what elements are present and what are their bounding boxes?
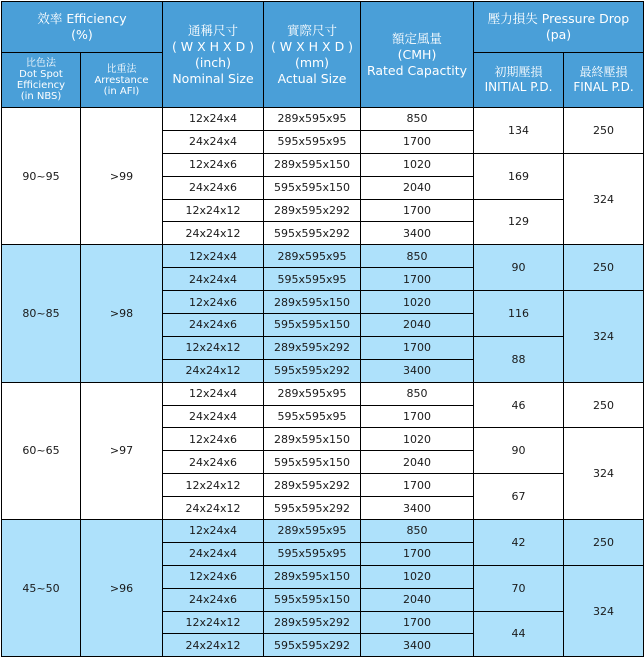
arrestance-header <box>81 53 163 108</box>
final-pd-cell: 324 <box>564 153 644 245</box>
efficiency-cell: 80~85 <box>2 245 81 382</box>
rated-capacity-cell: 1700 <box>361 199 474 222</box>
actual-size-cell: 595x595x292 <box>264 497 361 520</box>
rated-header-line: Rated Capactity <box>366 62 468 78</box>
initial-pd-cell: 134 <box>474 108 564 154</box>
rated-capacity-cell: 850 <box>361 520 474 543</box>
actual-size-cell: 289x595x95 <box>264 520 361 543</box>
final-pd-cell: 250 <box>564 108 644 154</box>
initial-header-line: 初期壓損 <box>494 65 543 79</box>
nominal-size-cell: 24x24x6 <box>163 588 264 611</box>
pressure-header-unit: (pa) <box>545 27 572 42</box>
actual-size-cell: 289x595x150 <box>264 428 361 451</box>
nominal-size-cell: 24x24x4 <box>163 542 264 565</box>
dot-spot-header-line: Dot Spot <box>19 69 63 80</box>
nominal-size-cell: 12x24x12 <box>163 611 264 634</box>
initial-pd-header <box>474 53 564 108</box>
table-header <box>2 2 644 108</box>
nominal-size-cell: 12x24x6 <box>163 428 264 451</box>
nominal-header-line: ( W X H X D ) <box>171 38 255 54</box>
rated-capacity-cell: 1700 <box>361 611 474 634</box>
actual-header-line: (mm) <box>294 54 330 70</box>
rated-capacity-cell: 1700 <box>361 268 474 291</box>
initial-pd-cell: 90 <box>474 245 564 291</box>
arrestance-cell: >98 <box>81 245 163 382</box>
actual-size-cell: 595x595x150 <box>264 314 361 337</box>
final-pd-cell: 250 <box>564 245 644 291</box>
efficiency-group <box>2 245 644 382</box>
nominal-size-cell: 24x24x4 <box>163 268 264 291</box>
actual-size-header <box>264 2 361 108</box>
actual-size-cell: 289x595x150 <box>264 153 361 176</box>
rated-capacity-cell: 1700 <box>361 130 474 153</box>
rated-capacity-cell: 2040 <box>361 314 474 337</box>
nominal-header-line: Nominal Size <box>172 70 254 86</box>
rated-capacity-cell: 850 <box>361 108 474 131</box>
actual-size-cell: 595x595x150 <box>264 176 361 199</box>
initial-pd-cell: 46 <box>474 382 564 428</box>
efficiency-cell: 90~95 <box>2 108 81 245</box>
initial-pd-cell: 67 <box>474 474 564 520</box>
actual-size-cell: 289x595x95 <box>264 108 361 131</box>
actual-size-cell: 595x595x292 <box>264 222 361 245</box>
actual-header-line: Actual Size <box>277 70 347 86</box>
nominal-size-cell: 12x24x12 <box>163 474 264 497</box>
efficiency-group <box>2 108 644 245</box>
actual-header-line: ( W X H X D ) <box>270 38 354 54</box>
nominal-header-line: 通稱尺寸 <box>187 22 238 38</box>
nominal-size-cell: 12x24x4 <box>163 245 264 268</box>
table-row <box>2 245 644 268</box>
nominal-size-header <box>163 2 264 108</box>
initial-pd-cell: 169 <box>474 153 564 199</box>
actual-size-cell: 289x595x292 <box>264 474 361 497</box>
rated-capacity-cell: 2040 <box>361 176 474 199</box>
initial-header-line: INITIAL P.D. <box>484 80 553 94</box>
nominal-size-cell: 24x24x6 <box>163 451 264 474</box>
rated-capacity-cell: 1700 <box>361 405 474 428</box>
pressure-drop-header <box>474 2 644 53</box>
arrestance-cell: >99 <box>81 108 163 245</box>
rated-capacity-cell: 2040 <box>361 588 474 611</box>
table-row <box>2 108 644 131</box>
initial-pd-cell: 129 <box>474 199 564 245</box>
rated-header-line: (CMH) <box>397 46 437 62</box>
efficiency-header <box>2 2 163 53</box>
rated-capacity-cell: 850 <box>361 382 474 405</box>
nominal-size-cell: 24x24x6 <box>163 314 264 337</box>
rated-capacity-cell: 1700 <box>361 542 474 565</box>
actual-size-cell: 595x595x95 <box>264 405 361 428</box>
rated-capacity-cell: 850 <box>361 245 474 268</box>
rated-capacity-cell: 1020 <box>361 565 474 588</box>
rated-capacity-cell: 1020 <box>361 153 474 176</box>
rated-capacity-header <box>361 2 474 108</box>
rated-capacity-cell: 3400 <box>361 359 474 382</box>
actual-size-cell: 289x595x95 <box>264 382 361 405</box>
efficiency-cell: 60~65 <box>2 382 81 519</box>
dot-spot-header-line: 比色法 <box>26 58 56 69</box>
actual-size-cell: 289x595x292 <box>264 199 361 222</box>
actual-size-cell: 595x595x95 <box>264 542 361 565</box>
pressure-header-title: 壓力損失 Pressure Drop <box>487 11 630 26</box>
final-pd-cell: 250 <box>564 520 644 566</box>
rated-capacity-cell: 1700 <box>361 336 474 359</box>
arrestance-cell: >97 <box>81 382 163 519</box>
actual-size-cell: 595x595x292 <box>264 359 361 382</box>
arrestance-header-line: 比重法 <box>106 63 137 75</box>
rated-capacity-cell: 3400 <box>361 497 474 520</box>
nominal-header-line: (inch) <box>195 54 231 70</box>
nominal-size-cell: 12x24x6 <box>163 565 264 588</box>
nominal-size-cell: 12x24x4 <box>163 108 264 131</box>
nominal-size-cell: 24x24x12 <box>163 634 264 657</box>
rated-capacity-cell: 1020 <box>361 428 474 451</box>
rated-capacity-cell: 2040 <box>361 451 474 474</box>
rated-capacity-cell: 3400 <box>361 222 474 245</box>
nominal-size-cell: 24x24x6 <box>163 176 264 199</box>
actual-size-cell: 595x595x95 <box>264 268 361 291</box>
nominal-size-cell: 24x24x12 <box>163 497 264 520</box>
efficiency-cell: 45~50 <box>2 520 81 657</box>
nominal-size-cell: 12x24x4 <box>163 382 264 405</box>
efficiency-group <box>2 382 644 519</box>
arrestance-header-line: (in AFI) <box>103 85 140 97</box>
table-row <box>2 382 644 405</box>
initial-pd-cell: 44 <box>474 611 564 657</box>
nominal-size-cell: 12x24x12 <box>163 336 264 359</box>
filter-spec-table <box>1 1 644 657</box>
final-pd-cell: 324 <box>564 565 644 657</box>
rated-capacity-cell: 1700 <box>361 474 474 497</box>
actual-size-cell: 289x595x292 <box>264 611 361 634</box>
actual-size-cell: 595x595x95 <box>264 130 361 153</box>
final-pd-cell: 324 <box>564 291 644 383</box>
rated-capacity-cell: 1020 <box>361 291 474 314</box>
initial-pd-cell: 90 <box>474 428 564 474</box>
actual-size-cell: 289x595x150 <box>264 291 361 314</box>
table-row <box>2 520 644 543</box>
nominal-size-cell: 12x24x6 <box>163 291 264 314</box>
actual-size-cell: 595x595x150 <box>264 451 361 474</box>
arrestance-cell: >96 <box>81 520 163 657</box>
actual-size-cell: 289x595x292 <box>264 336 361 359</box>
nominal-size-cell: 12x24x6 <box>163 153 264 176</box>
efficiency-header-unit: (%) <box>71 27 93 42</box>
final-pd-header <box>564 53 644 108</box>
rated-header-line: 額定風量 <box>391 30 442 46</box>
final-pd-cell: 250 <box>564 382 644 428</box>
arrestance-header-line: Arrestance <box>94 74 149 86</box>
dot-spot-header-line: (in NBS) <box>20 91 62 102</box>
actual-size-cell: 595x595x150 <box>264 588 361 611</box>
final-pd-cell: 324 <box>564 428 644 520</box>
final-header-line: FINAL P.D. <box>573 80 634 94</box>
actual-size-cell: 595x595x292 <box>264 634 361 657</box>
final-header-line: 最終壓損 <box>579 65 628 79</box>
dot-spot-header-line: Efficiency <box>16 80 66 91</box>
efficiency-header-title: 效率 Efficiency <box>37 11 127 26</box>
initial-pd-cell: 42 <box>474 520 564 566</box>
initial-pd-cell: 88 <box>474 336 564 382</box>
rated-capacity-cell: 3400 <box>361 634 474 657</box>
efficiency-group <box>2 520 644 657</box>
nominal-size-cell: 24x24x12 <box>163 359 264 382</box>
actual-size-cell: 289x595x150 <box>264 565 361 588</box>
actual-size-cell: 289x595x95 <box>264 245 361 268</box>
dot-spot-header <box>2 53 81 108</box>
initial-pd-cell: 116 <box>474 291 564 337</box>
nominal-size-cell: 12x24x4 <box>163 520 264 543</box>
nominal-size-cell: 24x24x12 <box>163 222 264 245</box>
nominal-size-cell: 24x24x4 <box>163 405 264 428</box>
initial-pd-cell: 70 <box>474 565 564 611</box>
nominal-size-cell: 12x24x12 <box>163 199 264 222</box>
actual-header-line: 實際尺寸 <box>286 22 337 38</box>
nominal-size-cell: 24x24x4 <box>163 130 264 153</box>
